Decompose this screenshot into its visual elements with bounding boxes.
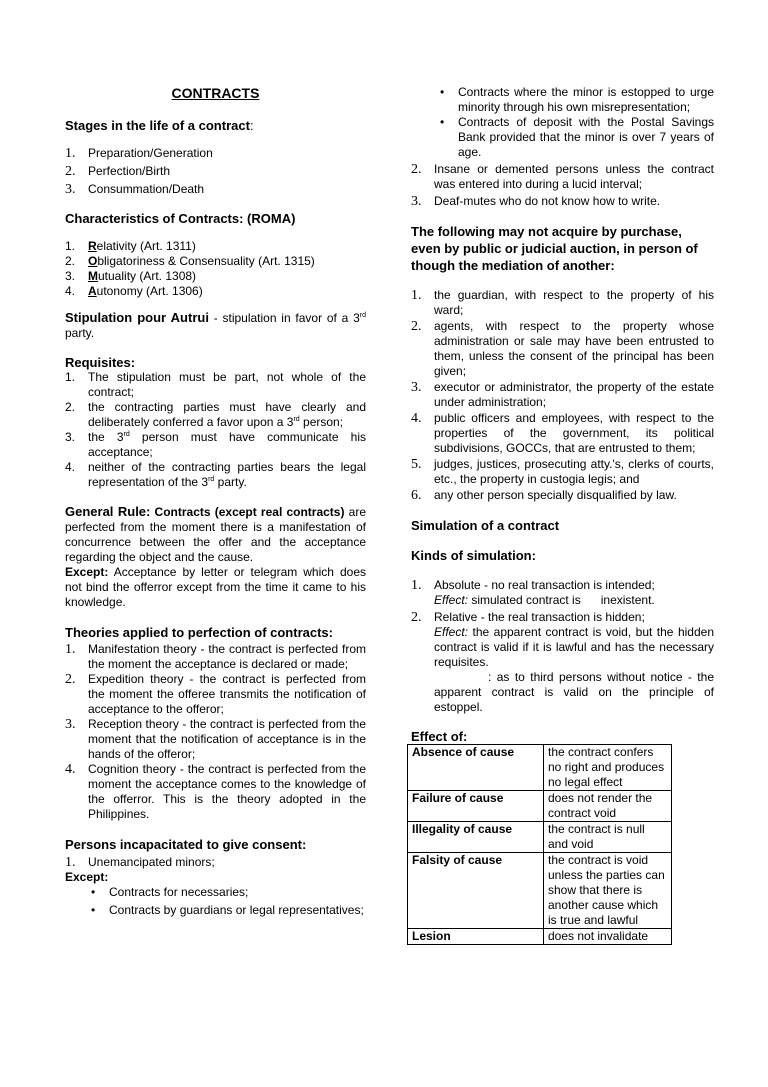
- list-item: 6. any other person specially disqualified by law.: [411, 488, 677, 503]
- except-paragraph: Except: Acceptance by letter or telegram which does not bind the offerror except from the time it came to his knowledge.: [65, 565, 366, 609]
- list-item: 4. Cognition theory - the contract is perfected from the moment the acceptance comes to the knowledge of the offerror. This is the theory adopted in the Philippines.: [65, 762, 366, 821]
- list-item: 1. Preparation/Generation: [65, 146, 213, 161]
- list-item: 5. judges, justices, prosecuting atty.'s, clerks of courts, etc., the property in custogia legis; and: [411, 457, 714, 486]
- bullet-icon: •: [91, 885, 96, 899]
- list-item: 4. neither of the contracting parties bears the legal representation of the 3rd party.: [65, 460, 366, 489]
- list-item: 2. Obligatoriness & Consensuality (Art. 1315): [65, 254, 315, 268]
- list-item: 4. Autonomy (Art. 1306): [65, 284, 203, 298]
- incapacitated-list-continued: [411, 162, 714, 209]
- stages-heading: Stages in the life of a contract:: [65, 118, 254, 133]
- incapacitated-heading: Persons incapacitated to give consent:: [65, 837, 307, 852]
- stipulation-paragraph: Stipulation pour Autrui - stipulation in favor of a 3rd party.: [65, 310, 366, 340]
- document-title: CONTRACTS: [171, 85, 260, 101]
- list-item: 1. the guardian, with respect to the property of his ward;: [411, 288, 714, 317]
- left-column: [65, 80, 366, 918]
- bullet-icon: •: [91, 903, 96, 917]
- stages-list: [65, 146, 366, 200]
- list-item: • Contracts where the minor is estopped to urge minority through his own misrepresentation;: [440, 85, 714, 114]
- list-item: • Contracts of deposit with the Postal Savings Bank provided that the minor is over 7 years of age.: [440, 115, 714, 159]
- kinds-heading: Kinds of simulation:: [411, 548, 536, 563]
- bullet-icon: •: [440, 115, 445, 129]
- list-item: 2. agents, with respect to the property whose administration or sale may have been entrusted to them, unless the consent of the principal has been given;: [411, 319, 714, 378]
- simulation-heading: Simulation of a contract: [411, 518, 560, 533]
- characteristics-list: [65, 239, 366, 299]
- incapacitated-list: [65, 855, 366, 870]
- minor-exceptions-list: [411, 85, 714, 160]
- list-item: 3. Mutuality (Art. 1308): [65, 269, 197, 283]
- list-item: 1. Unemancipated minors;: [65, 855, 215, 870]
- list-item: 2. the contracting parties must have clearly and deliberately conferred a favor upon a 3rd person;: [65, 400, 366, 429]
- effect-table: [407, 744, 672, 945]
- list-item: 3. the 3rd person must have communicate his acceptance;: [65, 430, 366, 459]
- table-row: Failure of cause does not render the contract void: [408, 791, 672, 822]
- list-item: 2. Insane or demented persons unless the contract was entered into during a lucid interval;: [411, 162, 714, 191]
- cannot-acquire-list: [411, 288, 714, 503]
- general-rule-paragraph: General Rule: Contracts (except real contracts) are perfected from the moment there is a manifestation of concurrence between the offer and the acceptance regarding the object and the cause.: [65, 504, 366, 564]
- table-row: Absence of cause the contract confers no right and produces no legal effect: [408, 745, 672, 791]
- effect-heading: Effect of:: [411, 729, 468, 744]
- list-item: 1. Manifestation theory - the contract is perfected from the moment the acceptance is declared or made;: [65, 642, 366, 671]
- theories-heading: Theories applied to perfection of contracts:: [65, 625, 333, 640]
- table-row: Lesion does not invalidate: [408, 929, 672, 945]
- table-row: Illegality of cause the contract is null and void: [408, 822, 672, 853]
- list-item: 4. public officers and employees, with respect to the properties of the government, its political subdivisions, GOCCs, that are entrusted to them;: [411, 411, 714, 455]
- theories-list: [65, 642, 366, 822]
- list-item: 3. Deaf-mutes who do not know how to write.: [411, 194, 661, 209]
- incapacitated-except-list: [65, 885, 366, 918]
- list-item: 2. Perfection/Birth: [65, 164, 171, 179]
- right-column: [411, 85, 718, 945]
- requisites-heading: Requisites:: [65, 355, 136, 370]
- characteristics-heading: Characteristics of Contracts: (ROMA): [65, 211, 296, 226]
- list-item: 2. Relative - the real transaction is hidden; Effect: the apparent contract is void, but the hidden contract is valid if it is lawful and has the necessary requisites. : as to third persons without notice - the apparent contract is valid on the principle of estoppel.: [411, 610, 718, 714]
- list-item: 1. Relativity (Art. 1311): [65, 239, 196, 253]
- list-item: 1. Absolute - no real transaction is intended; Effect: simulated contract is inexistent.: [411, 578, 655, 607]
- bullet-icon: •: [440, 85, 445, 99]
- list-item: 2. Expedition theory - the contract is perfected from the moment the offeree transmits the notification of acceptance to the offeror;: [65, 672, 366, 716]
- list-item: • Contracts by guardians or legal representatives;: [91, 903, 364, 917]
- list-item: 3. Reception theory - the contract is perfected from the moment that the notification of acceptance is in the hands of the offeror;: [65, 717, 366, 761]
- list-item: 3. Consummation/Death: [65, 182, 205, 197]
- table-row: Falsity of cause the contract is void unless the parties can show that there is another cause which is true and lawful: [408, 853, 672, 929]
- list-item: • Contracts for necessaries;: [91, 885, 249, 899]
- cannot-acquire-heading: The following may not acquire by purchase, even by public or judicial auction, in person of though the mediation of another:: [411, 224, 698, 273]
- list-item: 1. The stipulation must be part, not whole of the contract;: [65, 370, 366, 399]
- kinds-list: [411, 578, 718, 715]
- incapacitated-except-label: Except:: [65, 870, 109, 884]
- list-item: 3. executor or administrator, the property of the estate under administration;: [411, 380, 714, 409]
- requisites-list: [65, 370, 366, 490]
